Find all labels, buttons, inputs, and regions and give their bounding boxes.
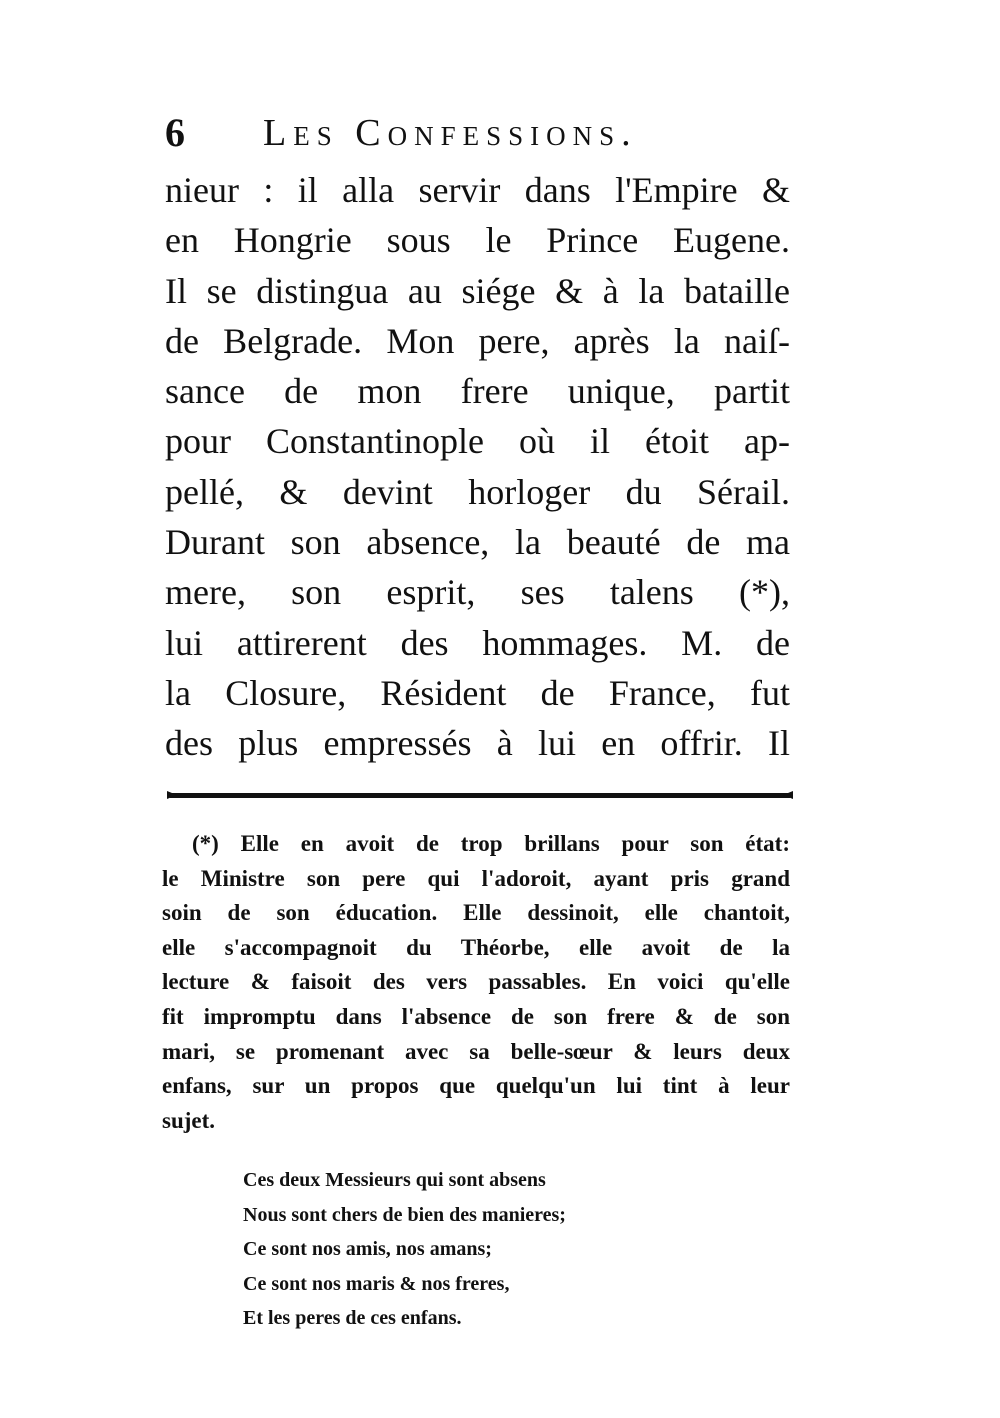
text-line: pellé, & devint horloger du Sérail.	[165, 471, 790, 512]
poem-line: Et les peres de ces enfans.	[243, 1307, 462, 1329]
text-line: Il se distingua au siége & à la bataille	[165, 270, 790, 311]
page-number: 6	[165, 110, 185, 155]
poem-line: Ces deux Messieurs qui sont absens	[243, 1169, 546, 1191]
footnote-line: elle s'accompagnoit du Théorbe, elle avoit de la	[162, 934, 790, 960]
footnote-line: mari, se promenant avec sa belle-sœur & leurs deux	[162, 1038, 790, 1064]
footnote-line: soin de son éducation. Elle dessinoit, elle chantoit,	[162, 900, 790, 926]
footnote-separator-rule	[170, 793, 790, 798]
main-text	[165, 165, 790, 769]
footnote-line: enfans, sur un propos que quelqu'un lui tint à leur	[162, 1073, 790, 1099]
text-line: lui attirerent des hommages. M. de	[165, 622, 790, 663]
text-line: de Belgrade. Mon pere, après la naiſ-	[165, 320, 790, 361]
page-header	[165, 108, 795, 158]
poem-line: Ce sont nos maris & nos freres,	[243, 1272, 510, 1295]
footnote	[162, 827, 790, 1138]
footnote-line: sujet.	[162, 1107, 216, 1133]
text-line: nieur : il alla servir dans l'Empire &	[165, 170, 790, 210]
footnote-line: lecture & faisoit des vers passables. En voici qu'elle	[162, 969, 790, 995]
text-line: en Hongrie sous le Prince Eugene.	[165, 220, 790, 261]
text-line: la Closure, Résident de France, fut	[165, 672, 790, 713]
footnote-line: le Ministre son pere qui l'adoroit, ayant pris grand	[162, 865, 790, 891]
text-line: des plus empressés à lui en offrir. Il	[165, 723, 790, 764]
poem-line: Nous sont chers de bien des manieres;	[243, 1203, 566, 1226]
footnote-line: fit impromptu dans l'absence de son frere & de son	[162, 1003, 790, 1029]
footnote-poem	[243, 1163, 663, 1336]
text-line: pour Constantinople où il étoit ap-	[165, 421, 790, 462]
poem-line: Ce sont nos amis, nos amans;	[243, 1238, 492, 1260]
text-line: mere, son esprit, ses talens (*),	[165, 572, 790, 613]
running-title: Les Confessions.	[263, 112, 638, 154]
footnote-line: (*) Elle en avoit de trop brillans pour son état:	[192, 831, 790, 856]
text-line: sance de mon frere unique, partit	[165, 371, 790, 412]
text-line: Durant son absence, la beauté de ma	[165, 522, 790, 563]
